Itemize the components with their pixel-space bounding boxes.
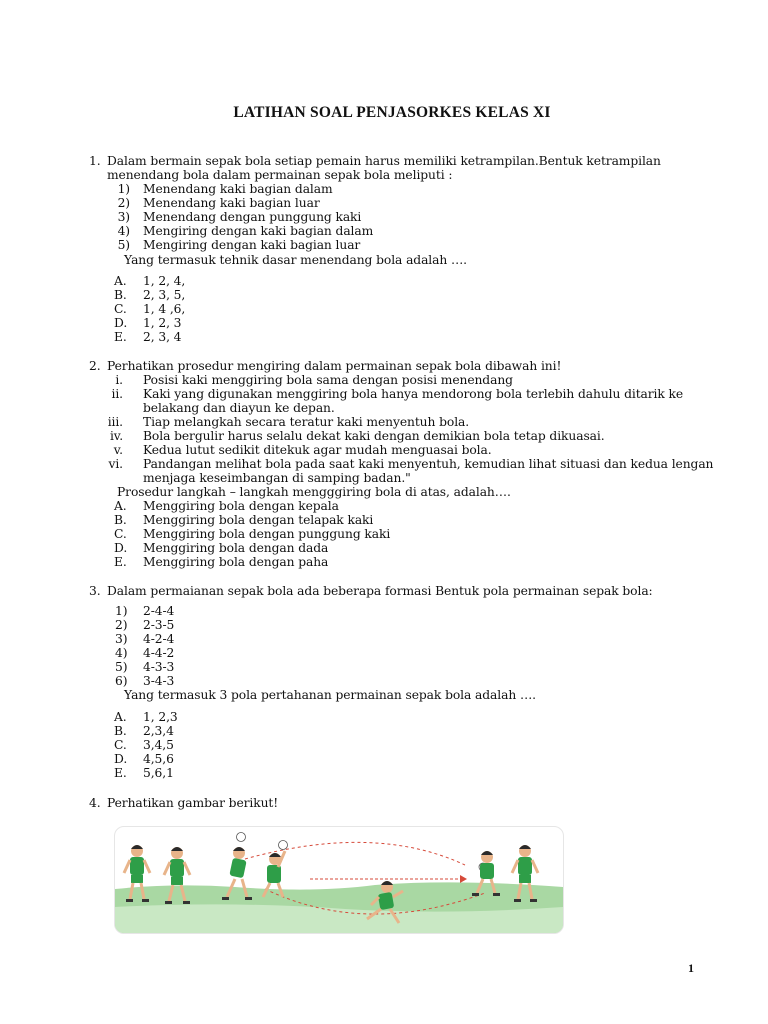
option-label: A. (114, 499, 127, 513)
item-text: 2-3-5 (143, 618, 175, 632)
item-label: 3) (117, 210, 130, 224)
item-label: 4) (115, 646, 128, 660)
option-label: E. (114, 555, 127, 569)
option-text: Menggiring bola dengan punggung kaki (143, 527, 391, 541)
item-label: vi. (108, 457, 123, 471)
question-number: 3. (89, 584, 101, 598)
option-label: C. (114, 527, 127, 541)
item-text: Menendang kaki bagian dalam (143, 182, 333, 196)
question-text: Dalam bermain sepak bola setiap pemain harus memiliki ketrampilan.Bentuk ketrampilan (107, 154, 661, 168)
question-prompt: Yang termasuk 3 pola pertahanan permainan sepak bola adalah …. (124, 688, 536, 702)
option-label: D. (114, 541, 128, 555)
page-title: LATIHAN SOAL PENJASORKES KELAS XI (233, 104, 551, 121)
item-text: Mengiring dengan kaki bagian luar (143, 238, 361, 252)
item-text: menjaga keseimbangan di samping badan." (143, 471, 411, 485)
option-text: Menggiring bola dengan paha (143, 555, 329, 569)
option-label: D. (114, 752, 128, 766)
item-text: Tiap melangkah secara teratur kaki menyentuh bola. (143, 415, 470, 429)
item-label: iii. (107, 415, 123, 429)
option-text: Menggiring bola dengan telapak kaki (143, 513, 374, 527)
item-label: 3) (115, 632, 128, 646)
item-text: Menendang dengan punggung kaki (143, 210, 362, 224)
item-label: 1) (117, 182, 130, 196)
item-text: Kedua lutut sedikit ditekuk agar mudah menguasai bola. (143, 443, 492, 457)
item-text: Posisi kaki menggiring bola sama dengan posisi menendang (143, 373, 513, 387)
option-text: 5,6,1 (143, 766, 174, 780)
option-text: 1, 2, 3 (143, 316, 182, 330)
item-label: 6) (115, 674, 128, 688)
player-jumping-figure (263, 841, 288, 898)
question-prompt: Prosedur langkah – langkah mengggiring bola di atas, adalah…. (117, 485, 511, 499)
item-text: 2-4-4 (143, 604, 175, 618)
soccer-players-drawing (115, 827, 563, 933)
item-label: 5) (117, 238, 130, 252)
page-number: 1 (688, 961, 694, 975)
item-label: i. (115, 373, 123, 387)
ball-icon (279, 841, 288, 850)
option-label: A. (114, 274, 127, 288)
item-text: Menendang kaki bagian luar (143, 196, 320, 210)
option-text: Menggiring bola dengan dada (143, 541, 329, 555)
option-text: 1, 4 ,6, (143, 302, 186, 316)
question-number: 1. (89, 154, 101, 168)
option-label: E. (114, 766, 127, 780)
question-text: menendang bola dalam permainan sepak bola meliputi : (107, 168, 453, 182)
option-label: B. (114, 724, 127, 738)
item-text: Pandangan melihat bola pada saat kaki menyentuh, kemudian lihat situasi dan kedua lengan (143, 457, 714, 471)
option-label: B. (114, 288, 127, 302)
option-label: C. (114, 738, 127, 752)
item-text: 4-4-2 (143, 646, 175, 660)
item-label: 4) (117, 224, 130, 238)
item-label: 2) (117, 196, 130, 210)
item-label: 2) (115, 618, 128, 632)
arrow-head-icon (460, 875, 467, 883)
item-text: Bola bergulir harus selalu dekat kaki dengan demikian bola tetap dikuasai. (143, 429, 605, 443)
item-text: 3-4-3 (143, 674, 175, 688)
item-text: Kaki yang digunakan menggiring bola hanya mendorong bola terlebih dahulu ditarik ke (143, 387, 684, 401)
question-text: Perhatikan prosedur mengiring dalam permainan sepak bola dibawah ini! (107, 359, 562, 373)
option-text: 2,3,4 (143, 724, 174, 738)
ball-icon (237, 833, 246, 842)
item-label: iv. (109, 429, 123, 443)
question-prompt: Yang termasuk tehnik dasar menendang bola adalah …. (124, 253, 467, 267)
option-text: 3,4,5 (143, 738, 174, 752)
question-text: Perhatikan gambar berikut! (107, 796, 279, 810)
option-text: 4,5,6 (143, 752, 174, 766)
question-number: 4. (89, 796, 101, 810)
question-number: 2. (89, 359, 101, 373)
item-text: Mengiring dengan kaki bagian dalam (143, 224, 374, 238)
soccer-drill-illustration (114, 826, 564, 934)
item-label: ii. (111, 387, 123, 401)
question-text: Dalam permaianan sepak bola ada beberapa formasi Bentuk pola permainan sepak bola: (107, 584, 653, 598)
option-text: 1, 2, 4, (143, 274, 186, 288)
option-text: Menggiring bola dengan kepala (143, 499, 339, 513)
option-label: E. (114, 330, 127, 344)
item-text: 4-2-4 (143, 632, 175, 646)
item-text: 4-3-3 (143, 660, 175, 674)
item-label: v. (113, 443, 123, 457)
option-label: C. (114, 302, 127, 316)
item-label: 1) (115, 604, 128, 618)
option-label: D. (114, 316, 128, 330)
option-text: 2, 3, 5, (143, 288, 186, 302)
option-text: 1, 2,3 (143, 710, 178, 724)
option-label: A. (114, 710, 127, 724)
option-label: B. (114, 513, 127, 527)
option-text: 2, 3, 4 (143, 330, 182, 344)
item-text: belakang dan diayun ke depan. (143, 401, 335, 415)
item-label: 5) (115, 660, 128, 674)
